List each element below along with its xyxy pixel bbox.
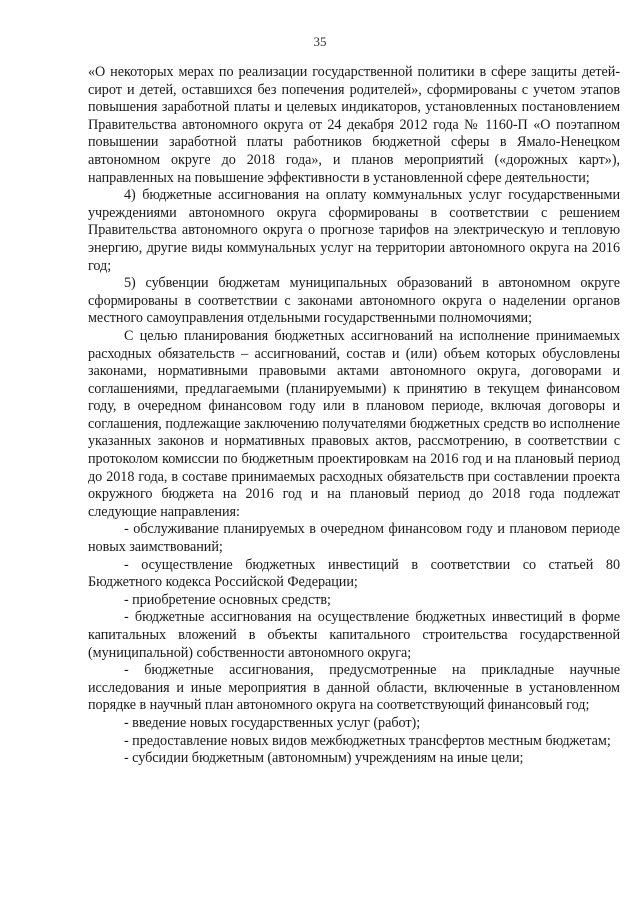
paragraph-4: С целью планирования бюджетных ассигнований на исполнение принимаемых расходных обязательств – ассигнований, состав и (или) объем которых обусловлены законами, нормативными правовыми актами автономного округа, договорами и соглашениями, предлагаемыми (планируемыми) к принятию в текущем финансовом году, в очередном финансовом году или в плановом периоде, включая договоры и соглашения, подлежащие заключению получателями бюджетных средств во исполнение указанных законов и нормативных правовых актов, рассмотрению, в соответствии с протоколом комиссии по бюджетным проектировкам на 2016 год и на плановый период до 2018 года, в составе принимаемых расходных обязательств при составлении проекта окружного бюджета на 2016 год и на плановый период до 2018 года подлежат следующие направления: (88, 327, 620, 520)
list-item: - приобретение основных средств; (124, 591, 331, 608)
paragraph-1: «О некоторых мерах по реализации государственной политики в сфере защиты детей-сирот и детей, оставшихся без попечения родителей», сформированы с учетом этапов повышения заработной платы и целевых индикаторов, установленных постановлением Правительства автономного округа от 24 декабря 2012 года № 1160-П «О поэтапном повышении заработной платы работников бюджетной сферы в Ямало-Ненецком автономном округе до 2018 года», и планов мероприятий («дорожных карт»), направленных на повышение эффективности в установленной сфере деятельности; (88, 64, 620, 186)
list-item: - субсидии бюджетным (автономным) учреждениям на иные цели; (124, 750, 524, 767)
list-item: - осуществление бюджетных инвестиций в соответствии со статьей 80 Бюджетного кодекса Российской Федерации; (88, 556, 620, 591)
list-item: - введение новых государственных услуг (работ); (124, 714, 421, 731)
list-item: - обслуживание планируемых в очередном финансовом году и плановом периоде новых заимствований; (88, 521, 620, 556)
page-number: 35 (313, 34, 327, 49)
list-item: - предоставление новых видов межбюджетных трансфертов местным бюджетам; (124, 732, 611, 749)
document-body (88, 64, 620, 768)
list-item: - бюджетные ассигнования, предусмотренные на прикладные научные исследования и иные мероприятия в данной области, включенные в установленном порядке в научный план автономного округа на соответствующий финансовый год; (88, 662, 620, 714)
paragraph-2: 4) бюджетные ассигнования на оплату коммунальных услуг государственными учреждениями автономного округа сформированы в соответствии с решением Правительства автономного округа о прогнозе тарифов на электрическую и тепловую энергию, другие виды коммунальных услуг на территории автономного округа на 2016 год; (88, 187, 620, 274)
list-item: - бюджетные ассигнования на осуществление бюджетных инвестиций в форме капитальных вложений в объекты капитального строительства государственной (муниципальной) собственности автономного округа; (88, 609, 620, 661)
paragraph-3: 5) субвенции бюджетам муниципальных образований в автономном округе сформированы в соответствии с законами автономного округа о наделении органов местного самоуправления отдельными государственными полномочиями; (88, 275, 620, 327)
